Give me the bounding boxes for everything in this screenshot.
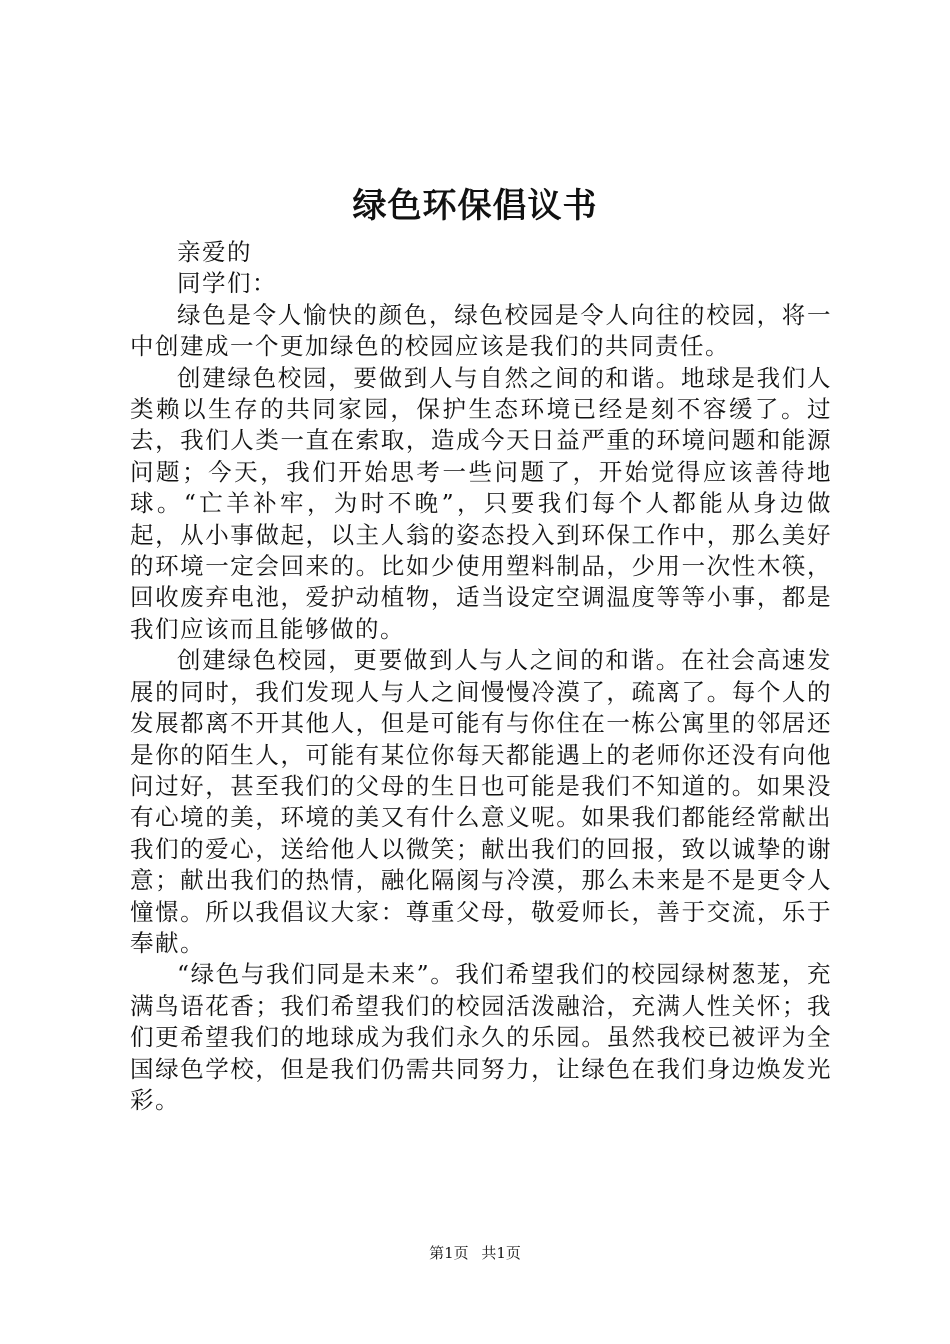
page-total: 共1页 [481,1244,521,1262]
page-footer [0,1243,950,1263]
document-title: 绿色环保倡议书 [352,186,598,226]
paragraph-people-harmony: 创建绿色校园，更要做到人与人之间的和谐。在社会高速发展的同时，我们发现人与人之间慢慢冷漠了，疏离了。每个人的发展都离不开其他人，但是可能有与你住在一栋公寓里的邻居还是你的陌生人，可能有某位你每天都能遇上的老师你还没有向他问过好，甚至我们的父母的生日也可能是我们不知道的。如果没有心境的美，环境的美又有什么意义呢。如果我们都能经常献出我们的爱心，送给他人以微笑；献出我们的回报，致以诚挚的谢意；献出我们的热情，融化隔阂与冷漠，那么未来是不是更令人憧憬。所以我倡议大家：尊重父母，敬爱师长，善于交流，乐于奉献。 [130,646,832,957]
paragraph-intro: 绿色是令人愉快的颜色，绿色校园是令人向往的校园，将一中创建成一个更加绿色的校园应该是我们的共同责任。 [130,300,832,361]
page-number: 第1页 [429,1244,469,1262]
paragraph-conclusion: “绿色与我们同是未来”。我们希望我们的校园绿树葱茏，充满鸟语花香；我们希望我们的校园活泼融洽，充满人性关怀；我们更希望我们的地球成为我们永久的乐园。虽然我校已被评为全国绿色学校，但是我们仍需共同努力，让绿色在我们身边焕发光彩。 [130,960,832,1114]
salutation-line-1: 亲爱的 [177,238,252,266]
document-body [130,237,832,1116]
paragraph-nature-harmony: 创建绿色校园，要做到人与自然之间的和谐。地球是我们人类赖以生存的共同家园，保护生态环境已经是刻不容缓了。过去，我们人类一直在索取，造成今天日益严重的环境问题和能源问题；今天，我们开始思考一些问题了，开始觉得应该善待地球。“亡羊补牢，为时不晚”，只要我们每个人都能从身边做起，从小事做起，以主人翁的姿态投入到环保工作中，那么美好的环境一定会回来的。比如少使用塑料制品，少用一次性木筷，回收废弃电池，爱护动植物，适当设定空调温度等等小事，都是我们应该而且能够做的。 [130,363,832,643]
salutation-line-2: 同学们： [177,269,277,298]
